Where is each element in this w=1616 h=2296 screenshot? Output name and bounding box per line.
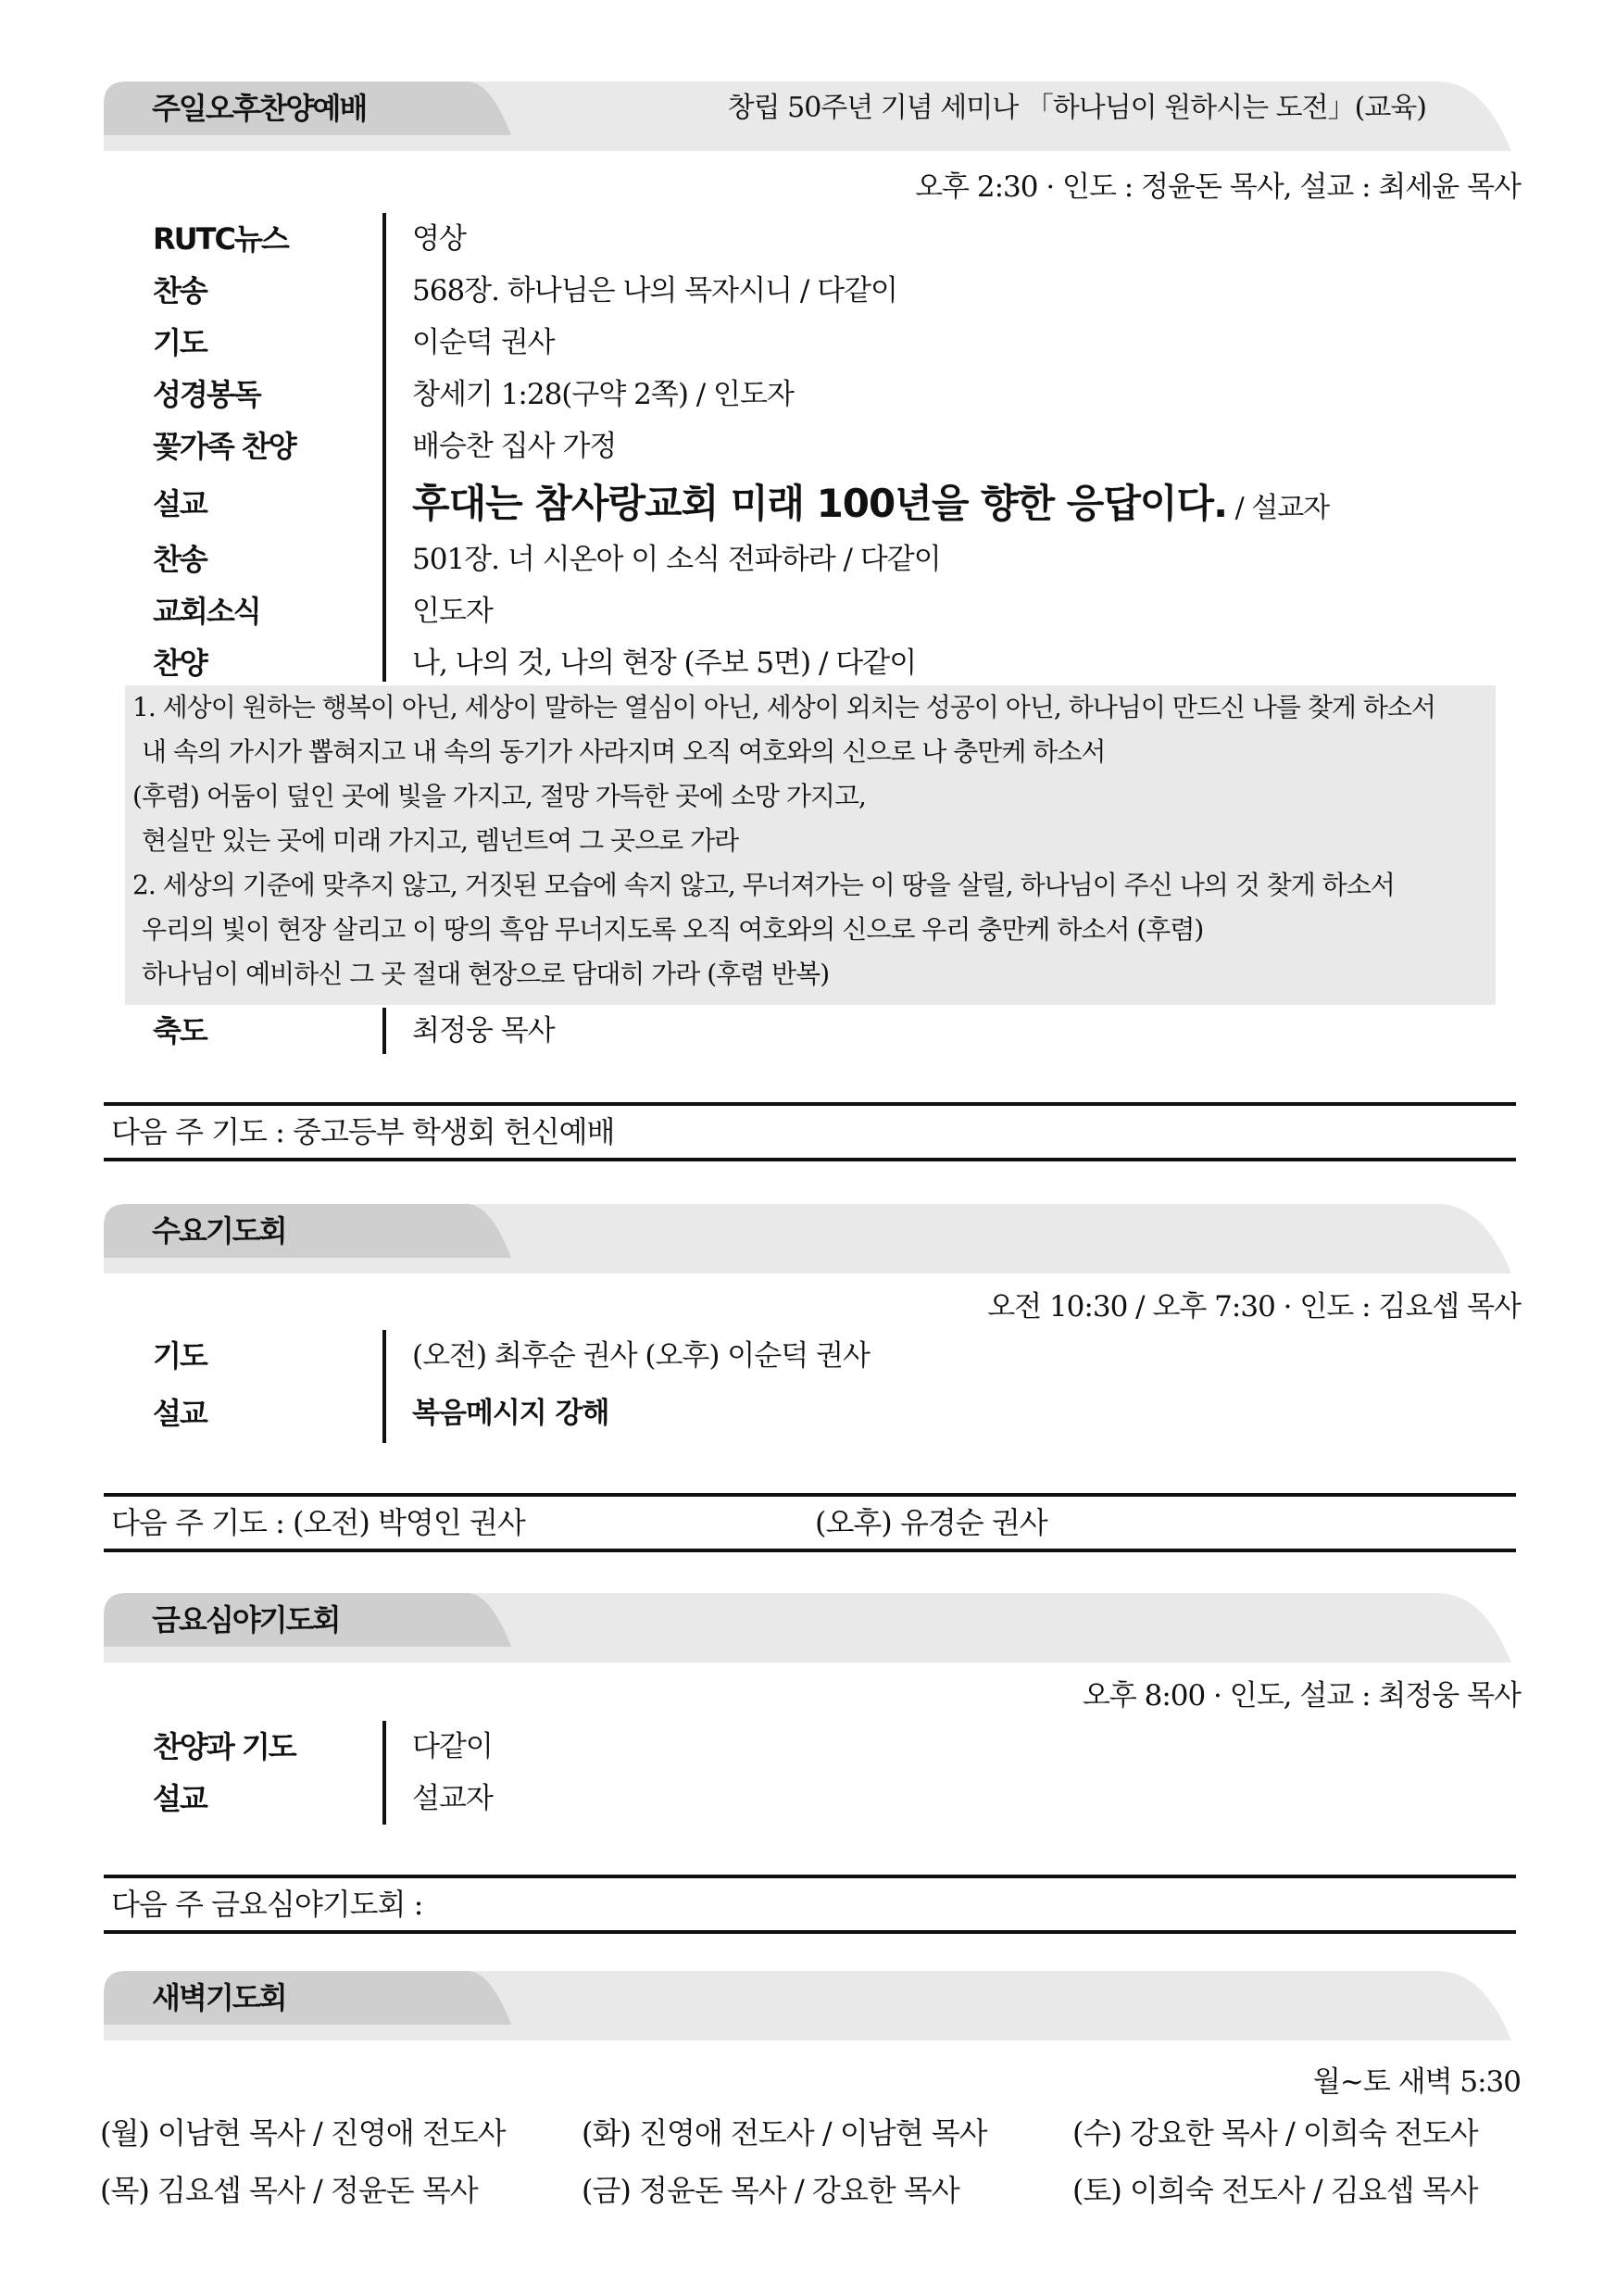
- order-row: [0, 585, 1616, 637]
- row-value: 나, 나의 것, 나의 현장 (주보 5면) / 다같이: [412, 646, 917, 680]
- next-week-box: [104, 1102, 1516, 1161]
- service-time: 월~토 새벽 5:30: [1312, 2065, 1521, 2099]
- row-value: 인도자: [412, 595, 493, 628]
- lyric-line: 2. 세상의 기준에 맞추지 않고, 거짓된 모습에 속지 않고, 무너져가는 이 땅을 살릴, 하나님이 주신 나의 것 찾게 하소서: [132, 870, 1395, 900]
- lyric-line: 우리의 빛이 현장 살리고 이 땅의 흑암 무너지도록 오직 여호와의 신으로 우리 충만케 하소서 (후렴): [142, 914, 1204, 945]
- row-value: 다같이: [412, 1730, 493, 1763]
- row-label: 축도: [153, 1013, 207, 1048]
- row-value: 창세기 1:28(구약 2쪽) / 인도자: [412, 378, 794, 411]
- next-week-text-pm: (오후) 유경순 권사: [815, 1505, 1047, 1540]
- dawn-schedule-item: (토) 이희숙 전도사 / 김요셉 목사: [1072, 2173, 1478, 2208]
- friday-header: [104, 1593, 1511, 1662]
- row-label: 꽃가족 찬양: [153, 429, 295, 464]
- service-time: 오후 8:00 · 인도, 설교 : 최정웅 목사: [1082, 1679, 1521, 1713]
- row-label: 기도: [153, 1338, 207, 1374]
- section-title: 수요기도회: [152, 1213, 286, 1248]
- dawn-schedule-item: (수) 강요한 목사 / 이희숙 전도사: [1072, 2115, 1478, 2151]
- row-label: 찬송: [153, 273, 207, 308]
- section-title: 새벽기도회: [152, 1980, 286, 2015]
- sermon-suffix: / 설교자: [1227, 492, 1330, 524]
- order-row: [0, 1773, 1616, 1825]
- row-value: (오전) 최후순 권사 (오후) 이순덕 권사: [412, 1339, 870, 1373]
- lyric-line: 하나님이 예비하신 그 곳 절대 현장으로 담대히 가라 (후렴 반복): [142, 959, 830, 989]
- row-label: 설교: [153, 486, 207, 521]
- row-label: 찬송: [153, 542, 207, 577]
- order-row: [0, 1721, 1616, 1773]
- row-value: 설교자: [412, 1782, 493, 1815]
- next-week-box: [104, 1875, 1516, 1934]
- row-value: [412, 474, 1329, 538]
- row-label: 교회소식: [153, 594, 260, 629]
- next-week-text: 다음 주 금요심야기도회 :: [111, 1887, 423, 1922]
- order-row: [0, 213, 1616, 265]
- order-row: [0, 317, 1616, 369]
- row-label: 기도: [153, 325, 207, 360]
- row-value: 568장. 하나님은 나의 목자시니 / 다같이: [412, 274, 897, 307]
- order-row: [0, 369, 1616, 420]
- service-time: 오전 10:30 / 오후 7:30 · 인도 : 김요셉 목사: [987, 1290, 1521, 1324]
- lyric-line: 내 속의 가시가 뽑혀지고 내 속의 동기가 사라지며 오직 여호와의 신으로 나 충만케 하소서: [142, 736, 1106, 767]
- row-value: 배승찬 집사 가정: [412, 430, 617, 463]
- row-label: 찬양: [153, 646, 207, 681]
- dawn-schedule-item: (월) 이남현 목사 / 진영애 전도사: [100, 2115, 506, 2151]
- order-row: [0, 1005, 1616, 1057]
- row-value: 501장. 너 시온아 이 소식 전파하라 / 다같이: [412, 543, 941, 576]
- row-label: RUTC뉴스: [153, 221, 288, 257]
- order-row: [0, 1330, 1616, 1382]
- row-label: 찬양과 기도: [153, 1729, 295, 1764]
- order-row: [0, 533, 1616, 585]
- sermon-title: 후대는 참사랑교회 미래 100년을 향한 응답이다.: [412, 481, 1228, 526]
- row-value: 최정웅 목사: [412, 1014, 555, 1048]
- section-subtitle: 창립 50주년 기념 세미나 「하나님이 원하시는 도전」(교육): [727, 92, 1426, 124]
- section-title: 금요심야기도회: [152, 1602, 340, 1637]
- row-value: 이순덕 권사: [412, 326, 555, 359]
- sunday-header: [104, 82, 1511, 151]
- sermon-title: 복음메시지 강해: [412, 1397, 609, 1430]
- dawn-schedule-item: (목) 김요셉 목사 / 정윤돈 목사: [100, 2173, 478, 2208]
- row-value: 영상: [412, 222, 466, 256]
- next-week-text: 다음 주 기도 : (오전) 박영인 권사: [111, 1505, 525, 1540]
- section-title: 주일오후찬양예배: [152, 91, 367, 126]
- order-row: [0, 1384, 1616, 1443]
- lyric-line: (후렴) 어둠이 덮인 곳에 빛을 가지고, 절망 가득한 곳에 소망 가지고,: [132, 781, 866, 811]
- service-time: 오후 2:30 · 인도 : 정윤돈 목사, 설교 : 최세윤 목사: [915, 170, 1521, 204]
- row-label: 성경봉독: [153, 377, 260, 412]
- song-lyrics-box: [125, 685, 1496, 1005]
- dawn-schedule-item: (금) 정윤돈 목사 / 강요한 목사: [582, 2173, 959, 2208]
- order-row: [0, 637, 1616, 689]
- wednesday-header: [104, 1204, 1511, 1273]
- order-row: [0, 420, 1616, 472]
- next-week-box: [104, 1493, 1516, 1552]
- dawn-schedule-item: (화) 진영애 전도사 / 이남현 목사: [582, 2115, 987, 2151]
- next-week-text: 다음 주 기도 : 중고등부 학생회 헌신예배: [111, 1114, 615, 1149]
- row-label: 설교: [153, 1781, 207, 1816]
- order-row: [0, 474, 1616, 533]
- lyric-line: 현실만 있는 곳에 미래 가지고, 렘넌트여 그 곳으로 가라: [142, 825, 739, 856]
- order-row: [0, 265, 1616, 317]
- row-label: 설교: [153, 1396, 207, 1431]
- dawn-header: [104, 1971, 1511, 2040]
- lyric-line: 1. 세상이 원하는 행복이 아닌, 세상이 말하는 열심이 아닌, 세상이 외치는 성공이 아닌, 하나님이 만드신 나를 찾게 하소서: [132, 692, 1435, 722]
